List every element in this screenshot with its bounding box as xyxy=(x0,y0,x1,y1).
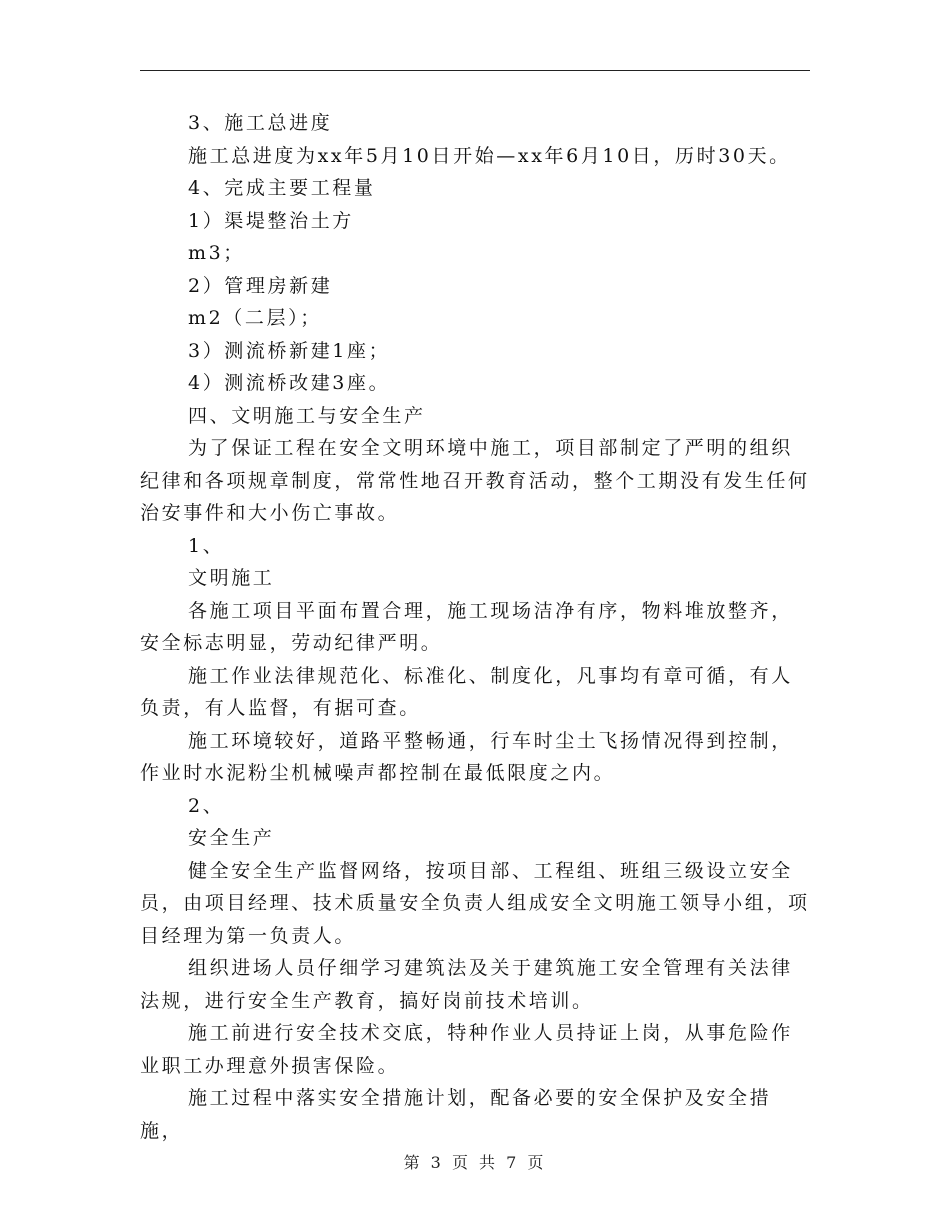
paragraph: 为了保证工程在安全文明环境中施工，项目部制定了严明的组织纪律和各项规章制度，常常性地召开教育活动，整个工期没有发生任何治安事件和大小伤亡事故。 xyxy=(140,437,810,524)
paragraph: 施工总进度为xx年5月10日开始—xx年6月10日，历时30天。 xyxy=(188,144,791,167)
header-rule xyxy=(140,70,810,71)
paragraph: 组织进场人员仔细学习建筑法及关于建筑施工安全管理有关法律法规，进行安全生产教育，搞好岗前技术培训。 xyxy=(140,957,793,1012)
paragraph: 3）测流桥新建1座； xyxy=(188,339,391,362)
paragraph: 2、 xyxy=(188,794,225,817)
paragraph: 施工作业法律规范化、标准化、制度化，凡事均有章可循，有人负责，有人监督，有据可查。 xyxy=(140,664,793,719)
document-body xyxy=(140,107,810,1147)
paragraph: 1、 xyxy=(188,534,225,557)
paragraph: 1）渠堤整治土方 xyxy=(188,209,354,232)
paragraph: 4、完成主要工程量 xyxy=(188,177,376,199)
paragraph: 施工前进行安全技术交底，特种作业人员持证上岗，从事危险作业职工办理意外损害保险。 xyxy=(140,1022,793,1077)
subsection-heading: 文明施工 xyxy=(188,567,275,589)
paragraph: 2）管理房新建 xyxy=(188,274,333,297)
subsection-heading: 安全生产 xyxy=(188,827,275,849)
paragraph: m2（二层）； xyxy=(188,307,322,329)
paragraph: 健全安全生产监督网络，按项目部、工程组、班组三级设立安全员，由项目经理、技术质量安全负责人组成安全文明施工领导小组，项目经理为第一负责人。 xyxy=(140,859,810,947)
paragraph: m3； xyxy=(188,242,245,264)
paragraph: 各施工项目平面布置合理，施工现场洁净有序，物料堆放整齐，安全标志明显，劳动纪律严明。 xyxy=(140,599,793,654)
paragraph: 3、施工总进度 xyxy=(188,112,333,134)
section-heading: 四、文明施工与安全生产 xyxy=(188,404,426,427)
page-number: 第 3 页 共 7 页 xyxy=(403,1153,547,1172)
paragraph: 施工过程中落实安全措施计划，配备必要的安全保护及安全措施， xyxy=(140,1087,772,1142)
paragraph: 4）测流桥改建3座。 xyxy=(188,372,391,394)
paragraph: 施工环境较好，道路平整畅通，行车时尘土飞扬情况得到控制，作业时水泥粉尘机械噪声都控制在最低限度之内。 xyxy=(140,729,793,784)
